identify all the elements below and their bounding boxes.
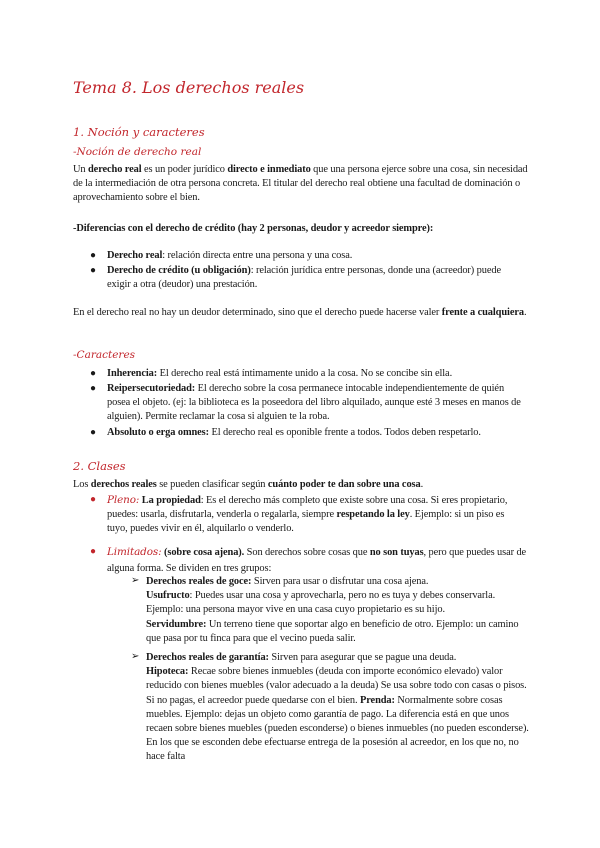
section-heading-clases: 2. Clases [73,459,126,473]
list-item-derecho-credito: Derecho de crédito (u obligación): relación jurídica entre personas, donde una (acreedor) puede exigir a otra (deudor) una prestación. [107,265,501,291]
section-heading-nocion: 1. Noción y caracteres [73,125,205,139]
arrow-bullet-icon: ➢ [131,575,140,586]
bullet-icon: ● [90,250,97,261]
list-item-pleno: Pleno: La propiedad: Es el derecho más completo que existe sobre una cosa. Si eres propietario, puedes: usarla, disfrutarla, venderla o regalarla, siempre respetando la ley. Ejemplo: si un piso es tuyo, puedes vivir en él, alquilarlo o venderlo. [107,494,508,535]
list-item-garantia: Derechos reales de garantía: Sirven para asegurar que se pague una deuda. Hipoteca: Recae sobre bienes inmuebles (deuda con importe económico elevado) valor reducido con bienes muebles (valor adecuado a la deuda) Se usa sobre todo con casas o pisos. Si no pagas, el acreedor puede quedarse con el bien. Prenda: Normalmente sobre cosas muebles. Ejemplo: dejas un objeto como garantía de pago. La diferencia está en que unos recaen sobre bienes muebles (pueden esconderse) o bienes inmuebles (no pueden esconderse). En los que se esconden debe efectuarse entrega de la posesión al acreedor, en los que no, no hace falta [146,652,529,763]
paragraph-definicion: Un derecho real es un poder jurídico directo e inmediato que una persona ejerce sobre una cosa, sin necesidad de la intermediación de otra persona concreta. El titular del derecho real obtiene una facultad de dominación o aprovechamiento sobre el bien. [73,164,528,204]
bullet-icon: ● [90,368,97,379]
list-item-derecho-real: Derecho real: relación directa entre una persona y una cosa. [107,250,353,261]
list-item-goce: Derechos reales de goce: Sirven para usar o disfrutar una cosa ajena. Usufructo: Puedes usar una cosa y aprovecharla, pero no es tuya y debes conservarla. Ejemplo: una persona mayor vive en una casa cuyo propietario es su hijo. Servidumbre: Un terreno tiene que soportar algo en beneficio de otro. Ejemplo: un camino que pasa por tu finca para que el vecino pueda salir. [146,576,519,644]
bullet-icon: ● [90,494,97,505]
bullet-icon: ● [90,546,97,557]
arrow-bullet-icon: ➢ [131,651,140,662]
list-item-reipersecutoriedad: Reipersecutoriedad: El derecho sobre la cosa permanece intocable independientemente de quién posea el objeto. (ej: la biblioteca es la poseedora del libro alquilado, aunque esté 3 meses en manos de alguien). Permite reclamar la cosa si alguien te la roba. [107,383,521,423]
diferencias-heading: -Diferencias con el derecho de crédito (hay 2 personas, deudor y acreedor siempre): [73,223,434,234]
list-item-absoluto: Absoluto o erga omnes: El derecho real es oponible frente a todos. Todos deben respetarlo. [107,427,481,438]
bullet-icon: ● [90,265,97,276]
bullet-icon: ● [90,383,97,394]
paragraph-clases-intro: Los derechos reales se pueden clasificar según cuánto poder te dan sobre una cosa. [73,479,424,490]
paragraph-deudor: En el derecho real no hay un deudor determinado, sino que el derecho puede hacerse valer frente a cualquiera. [73,307,527,318]
page-title: Tema 8. Los derechos reales [73,78,305,97]
list-item-limitados: Limitados: (sobre cosa ajena). Son derechos sobre cosas que no son tuyas, pero que puedes usar de alguna forma. Se dividen en tres grupos: [107,546,527,574]
list-item-inherencia: Inherencia: El derecho real está íntimamente unido a la cosa. No se concibe sin ella. [107,368,453,379]
subheading-caracteres: -Caracteres [73,349,136,361]
bullet-icon: ● [90,427,97,438]
subheading-nocion: -Noción de derecho real [73,146,202,158]
